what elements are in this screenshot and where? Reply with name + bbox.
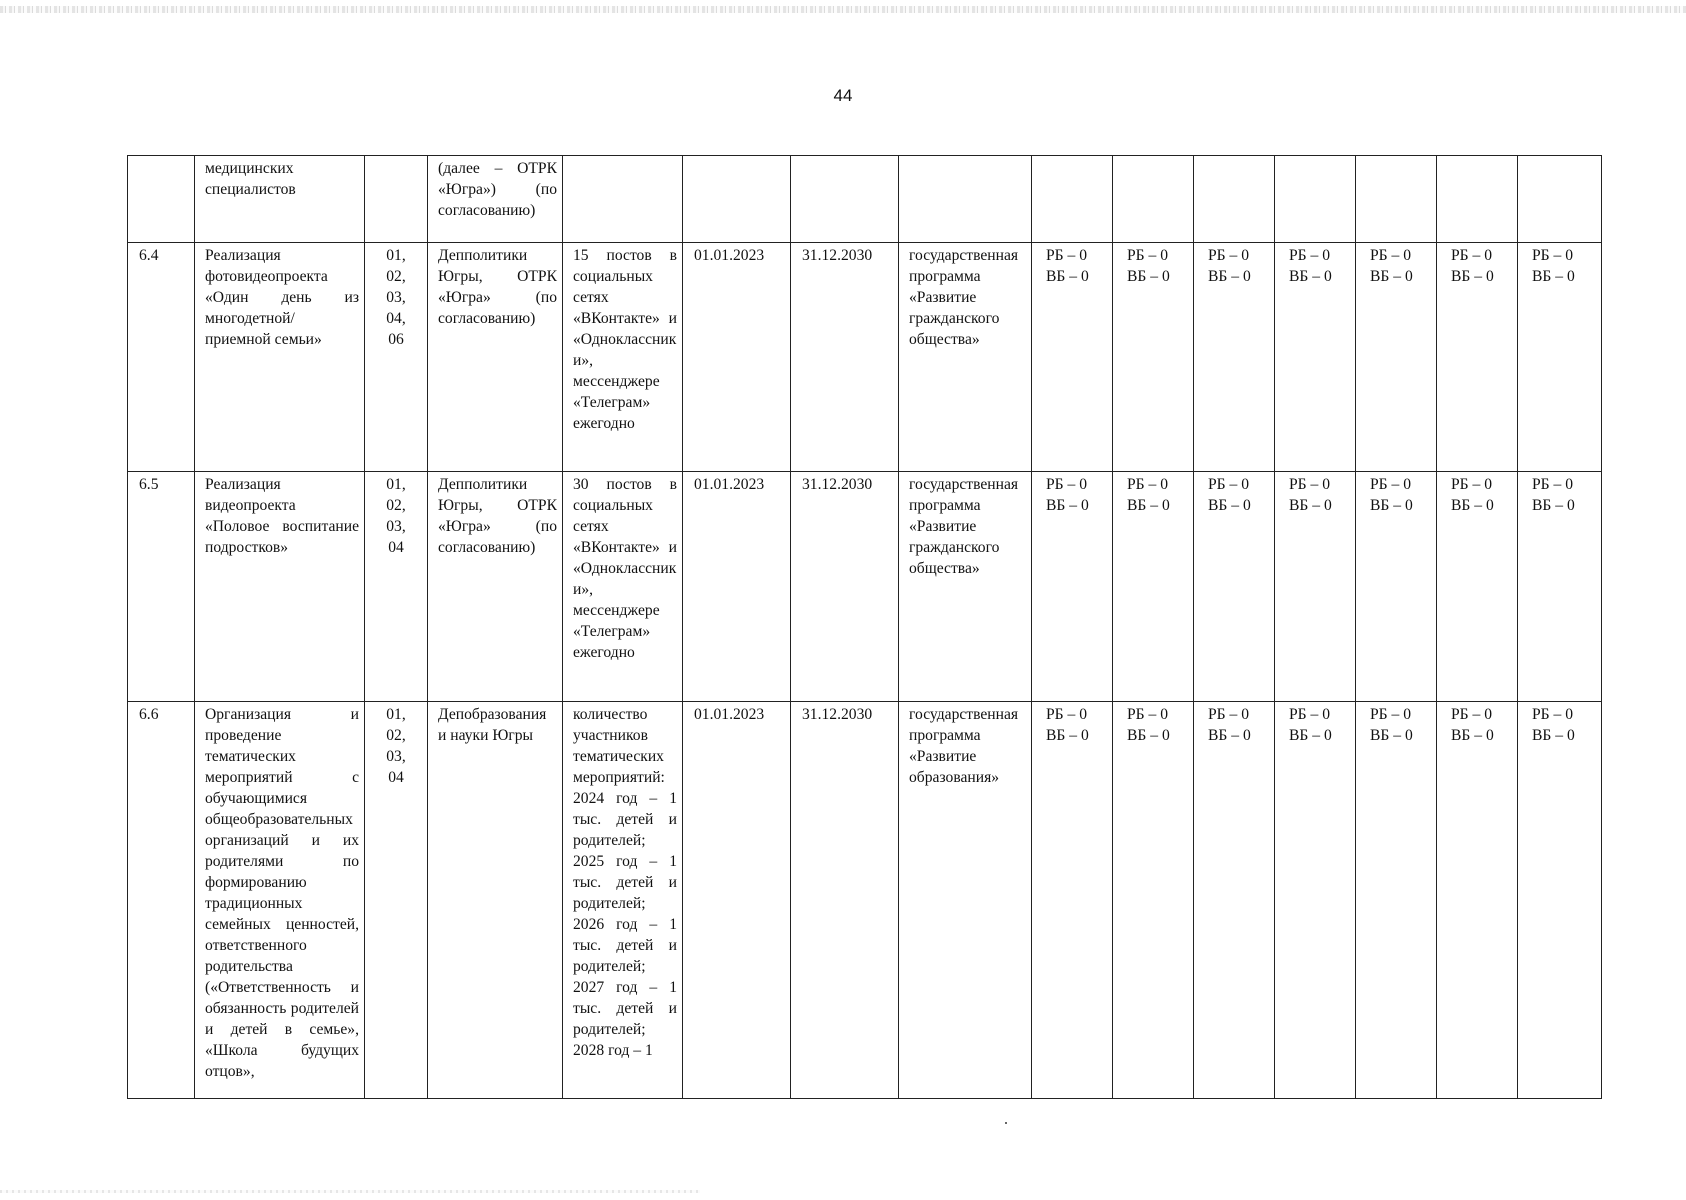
scan-artifact-top <box>0 6 1686 13</box>
start-date-cell-text: 01.01.2023 <box>694 247 765 264</box>
funding-cell <box>1275 702 1356 1099</box>
row-number-cell <box>128 156 195 243</box>
funding-text: РБ – 0 ВБ – 0 <box>1451 247 1494 285</box>
task-codes-cell <box>365 472 428 702</box>
funding-cell <box>1032 702 1113 1099</box>
funding-cell <box>1113 472 1194 702</box>
funding-cell <box>1194 243 1275 472</box>
scan-artifact-bottom <box>0 1190 700 1193</box>
program-cell <box>899 243 1032 472</box>
funding-text: РБ – 0 ВБ – 0 <box>1289 247 1332 285</box>
funding-text: РБ – 0 ВБ – 0 <box>1451 706 1494 744</box>
funding-text: РБ – 0 ВБ – 0 <box>1127 247 1170 285</box>
funding-cell <box>1032 156 1113 243</box>
measure-name-cell-text: Реализация фотовидеопроекта «Один день из многодетной/приемной семьи» <box>205 247 359 348</box>
measure-name-cell-text: медицинских специалистов <box>205 160 296 198</box>
end-date-cell <box>791 243 899 472</box>
funding-cell <box>1356 472 1437 702</box>
funding-cell <box>1437 156 1518 243</box>
funding-cell <box>1275 472 1356 702</box>
funding-text: РБ – 0 ВБ – 0 <box>1046 476 1089 514</box>
executor-cell <box>428 472 563 702</box>
end-date-cell <box>791 472 899 702</box>
funding-cell <box>1275 243 1356 472</box>
measure-name-cell <box>195 243 365 472</box>
funding-cell <box>1194 702 1275 1099</box>
funding-text: РБ – 0 ВБ – 0 <box>1208 476 1251 514</box>
funding-cell <box>1437 472 1518 702</box>
executor-cell <box>428 243 563 472</box>
funding-text: РБ – 0 ВБ – 0 <box>1370 476 1413 514</box>
funding-text: РБ – 0 ВБ – 0 <box>1208 247 1251 285</box>
end-date-cell-text: 31.12.2030 <box>802 706 873 723</box>
indicator-cell <box>563 702 683 1099</box>
funding-cell <box>1518 472 1602 702</box>
funding-text: РБ – 0 ВБ – 0 <box>1370 247 1413 285</box>
program-cell <box>899 472 1032 702</box>
program-cell <box>899 156 1032 243</box>
funding-cell <box>1032 472 1113 702</box>
end-date-cell-text: 31.12.2030 <box>802 476 873 493</box>
row-number-cell <box>128 702 195 1099</box>
task-codes-cell <box>365 243 428 472</box>
table-row <box>128 472 1602 702</box>
end-date-cell <box>791 702 899 1099</box>
start-date-cell-text: 01.01.2023 <box>694 476 765 493</box>
table-row <box>128 156 1602 243</box>
funding-cell <box>1113 156 1194 243</box>
measure-name-cell <box>195 702 365 1099</box>
row-number-cell-text: 6.5 <box>139 476 159 493</box>
indicator-cell <box>563 156 683 243</box>
program-cell-text: государственная программа «Развитие гражданского общества» <box>909 247 1019 348</box>
measure-name-cell <box>195 472 365 702</box>
funding-cell <box>1518 702 1602 1099</box>
funding-cell <box>1032 243 1113 472</box>
measures-table <box>127 155 1602 1099</box>
indicator-cell <box>563 472 683 702</box>
row-number-cell-text: 6.6 <box>139 706 159 723</box>
scan-speck <box>1005 1122 1007 1124</box>
row-number-cell <box>128 243 195 472</box>
funding-text: РБ – 0 ВБ – 0 <box>1208 706 1251 744</box>
funding-text: РБ – 0 ВБ – 0 <box>1127 706 1170 744</box>
start-date-cell <box>683 243 791 472</box>
funding-text: РБ – 0 ВБ – 0 <box>1046 247 1089 285</box>
executor-cell-text: Депобразования и науки Югры <box>438 706 547 744</box>
row-number-cell <box>128 472 195 702</box>
measure-name-cell <box>195 156 365 243</box>
funding-cell <box>1356 702 1437 1099</box>
indicator-cell <box>563 243 683 472</box>
funding-text: РБ – 0 ВБ – 0 <box>1532 247 1575 285</box>
indicator-cell-text: 15 постов в социальных сетях «ВКонтакте» и «Одноклассники», мессенджере «Телеграм» ежегодно <box>573 247 677 432</box>
funding-text: РБ – 0 ВБ – 0 <box>1532 476 1575 514</box>
page-number: 44 <box>833 86 853 105</box>
funding-cell <box>1437 702 1518 1099</box>
funding-cell <box>1437 243 1518 472</box>
funding-cell <box>1356 243 1437 472</box>
funding-cell <box>1194 472 1275 702</box>
funding-text: РБ – 0 ВБ – 0 <box>1451 476 1494 514</box>
funding-cell <box>1113 243 1194 472</box>
program-cell-text: государственная программа «Развитие образования» <box>909 706 1019 786</box>
start-date-cell <box>683 702 791 1099</box>
task-codes-cell <box>365 702 428 1099</box>
program-cell-text: государственная программа «Развитие гражданского общества» <box>909 476 1019 577</box>
funding-text: РБ – 0 ВБ – 0 <box>1127 476 1170 514</box>
task-codes-cell-text: 01, 02, 03, 04 <box>386 476 406 556</box>
executor-cell <box>428 156 563 243</box>
start-date-cell <box>683 472 791 702</box>
funding-cell <box>1275 156 1356 243</box>
indicator-cell-text: количество участников тематических мероприятий: 2024 год – 1 тыс. детей и родителей; 2025 год – 1 тыс. детей и родителей; 2026 год – 1 тыс. детей и родителей; 2027 год – 1 тыс. детей и родителей; 2028 год – 1 <box>573 706 677 1059</box>
funding-cell <box>1518 156 1602 243</box>
measure-name-cell-text: Организация и проведение тематических мероприятий с обучающимися общеобразовательных организаций и их родителями по формированию традиционных семейных ценностей, ответственного родительства («Ответственность и обязанность родителей и детей в семье», «Школа будущих отцов», <box>205 706 359 1080</box>
task-codes-cell <box>365 156 428 243</box>
end-date-cell-text: 31.12.2030 <box>802 247 873 264</box>
funding-text: РБ – 0 ВБ – 0 <box>1370 706 1413 744</box>
start-date-cell-text: 01.01.2023 <box>694 706 765 723</box>
funding-text: РБ – 0 ВБ – 0 <box>1046 706 1089 744</box>
task-codes-cell-text: 01, 02, 03, 04, 06 <box>386 247 406 348</box>
funding-text: РБ – 0 ВБ – 0 <box>1532 706 1575 744</box>
start-date-cell <box>683 156 791 243</box>
funding-cell <box>1113 702 1194 1099</box>
program-cell <box>899 702 1032 1099</box>
executor-cell-text: Депполитики Югры, ОТРК «Югра» (по согласованию) <box>438 247 557 327</box>
funding-cell <box>1356 156 1437 243</box>
executor-cell-text: Депполитики Югры, ОТРК «Югра» (по согласованию) <box>438 476 557 556</box>
measure-name-cell-text: Реализация видеопроекта «Половое воспитание подростков» <box>205 476 359 556</box>
executor-cell-text: (далее – ОТРК «Югра») (по согласованию) <box>438 160 557 219</box>
funding-text: РБ – 0 ВБ – 0 <box>1289 706 1332 744</box>
funding-cell <box>1194 156 1275 243</box>
funding-cell <box>1518 243 1602 472</box>
row-number-cell-text: 6.4 <box>139 247 159 264</box>
indicator-cell-text: 30 постов в социальных сетях «ВКонтакте» и «Одноклассники», мессенджере «Телеграм» ежегодно <box>573 476 677 661</box>
end-date-cell <box>791 156 899 243</box>
task-codes-cell-text: 01, 02, 03, 04 <box>386 706 406 786</box>
table-row <box>128 702 1602 1099</box>
table-body <box>128 156 1602 1099</box>
executor-cell <box>428 702 563 1099</box>
funding-text: РБ – 0 ВБ – 0 <box>1289 476 1332 514</box>
table-row <box>128 243 1602 472</box>
